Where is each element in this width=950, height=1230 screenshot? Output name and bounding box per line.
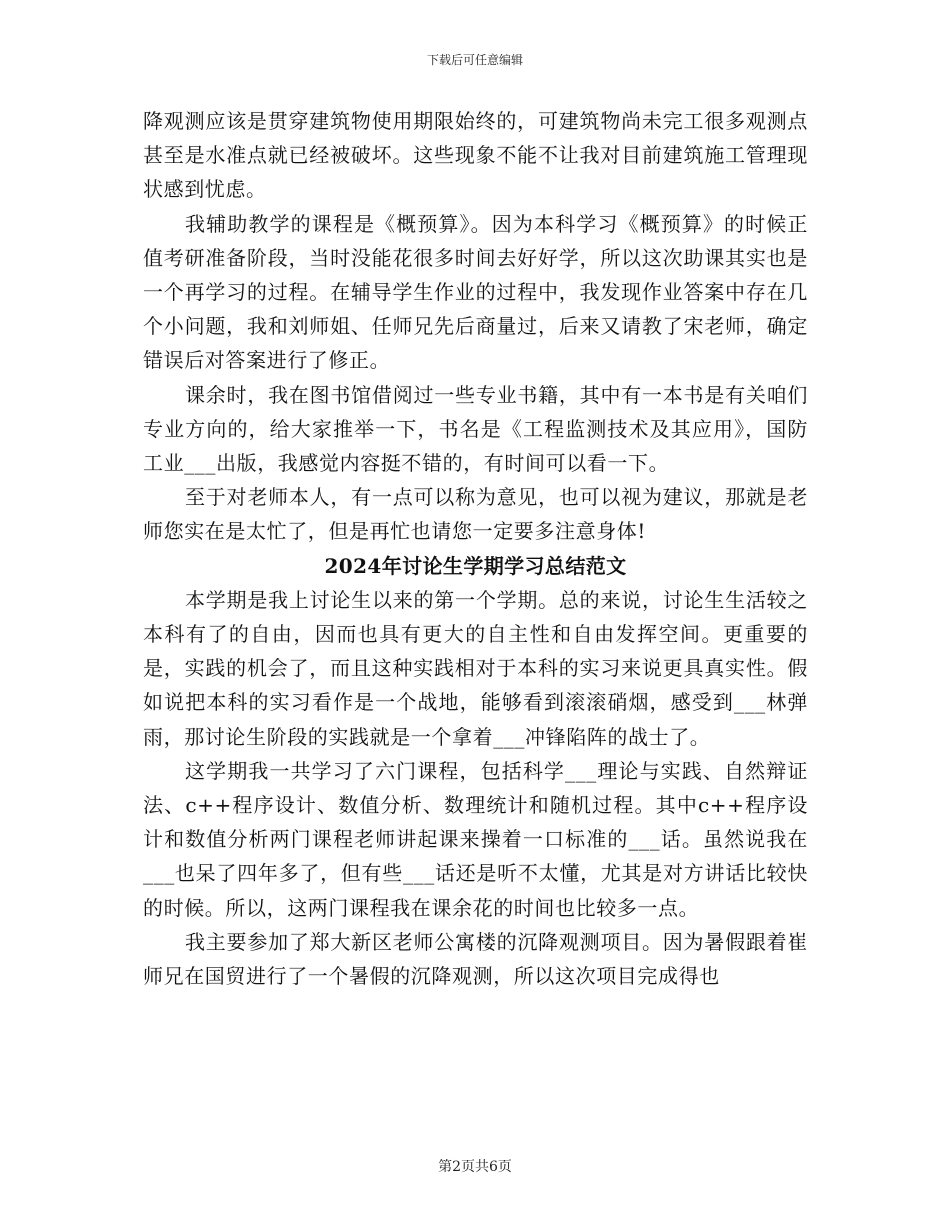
page-number: 第2页共6页 xyxy=(438,1159,512,1175)
paragraph-7: 我主要参加了郑大新区老师公寓楼的沉降观测项目。因为暑假跟着崔师兄在国贸进行了一个暑假的沉降观测，所以这次项目完成得也 xyxy=(143,929,808,989)
paragraph-6: 这学期我一共学习了六门课程，包括科学___理论与实践、自然辩证法、c++程序设计、数值分析、数理统计和随机过程。其中c++程序设计和数值分析两门课程老师讲起课来操着一口标准的___话。虽然说我在___也呆了四年多了，但有些___话还是听不太懂，尤其是对方讲话比较快的时候。所以，这两门课程我在课余花的时间也比较多一点。 xyxy=(143,758,808,920)
paragraph-5: 本学期是我上讨论生以来的第一个学期。总的来说，讨论生生活较之本科有了的自由，因而也具有更大的自主性和自由发挥空间。更重要的是，实践的机会了，而且这种实践相对于本科的实习来说更具真实性。假如说把本科的实习看作是一个战地，能够看到滚滚硝烟，感受到___林弹雨，那讨论生阶段的实践就是一个拿着___冲锋陷阵的战士了。 xyxy=(143,587,808,749)
page-header: 下载后可任意编辑 xyxy=(426,53,523,67)
paragraph-2: 我辅助教学的课程是《概预算》。因为本科学习《概预算》的时候正值考研准备阶段，当时没能花很多时间去好好学，所以这次助课其实也是一个再学习的过程。在辅导学生作业的过程中，我发现作业答案中存在几个小问题，我和刘师姐、任师兄先后商量过，后来又请教了宋老师，确定错误后对答案进行了修正。 xyxy=(143,211,808,373)
paragraph-4: 至于对老师本人，有一点可以称为意见，也可以视为建议，那就是老师您实在是太忙了，但是再忙也请您一定要多注意身体! xyxy=(143,485,808,544)
document-body xyxy=(143,104,808,993)
paragraph-1: 降观测应该是贯穿建筑物使用期限始终的，可建筑物尚未完工很多观测点甚至是水准点就已经被破坏。这些现象不能不让我对目前建筑施工管理现状感到忧虑。 xyxy=(143,109,808,202)
paragraph-3: 课余时，我在图书馆借阅过一些专业书籍，其中有一本书是有关咱们专业方向的，给大家推举一下，书名是《工程监测技术及其应用》，国防工业___出版，我感觉内容挺不错的，有时间可以看一下。 xyxy=(143,382,808,476)
section-title: 2024年讨论生学期学习总结范文 xyxy=(324,553,627,578)
